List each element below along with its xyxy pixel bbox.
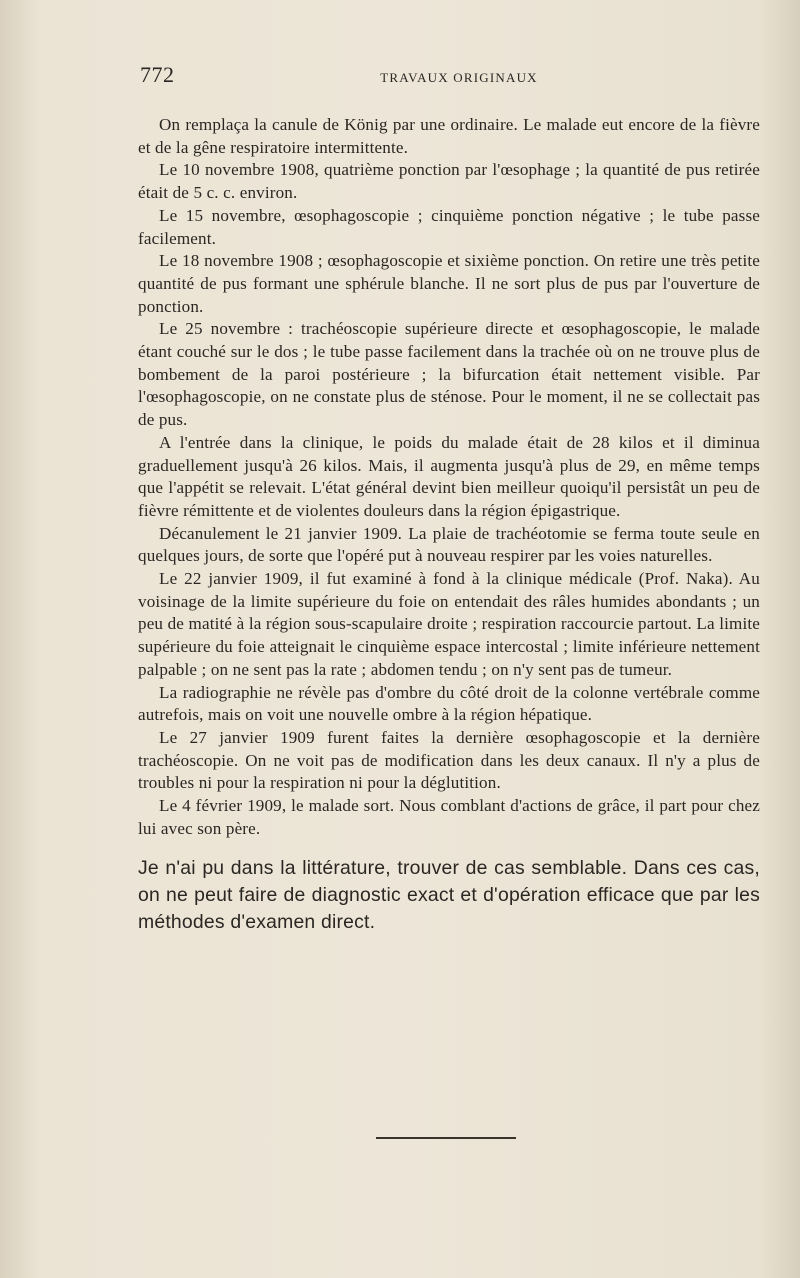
paragraph: Le 15 novembre, œsophagoscopie ; cinquième ponction négative ; le tube passe facilement. xyxy=(138,205,760,248)
paragraph: Le 4 février 1909, le malade sort. Nous comblant d'actions de grâce, il part pour chez lui avec son père. xyxy=(138,796,760,838)
body-text xyxy=(138,114,760,936)
paragraph: On remplaça la canule de König par une ordinaire. Le malade eut encore de la fièvre et de la gêne respiratoire intermittente. xyxy=(138,115,760,157)
section-end-rule xyxy=(376,1137,516,1139)
page-number: 772 xyxy=(140,62,175,87)
paragraph: Le 22 janvier 1909, il fut examiné à fond à la clinique médicale (Prof. Naka). Au voisinage de la limite supérieure du foie on entendait des râles humides abondants ; un peu de matité à la région sous-scapulaire droite ; respiration raccourcie partout. La limite supérieure du foie atteignait le cinquième espace intercostal ; limite inférieure nettement palpable ; on ne sent pas la rate ; abdomen tendu ; on n'y sent pas de tumeur. xyxy=(138,569,760,679)
paragraph: A l'entrée dans la clinique, le poids du malade était de 28 kilos et il diminua graduellement jusqu'à 26 kilos. Mais, il augmenta jusqu'à plus de 29, en même temps que l'appétit se relevait. L'état général devint bien meilleur quoiqu'il persistât un peu de fièvre rémittente et de violentes douleurs dans la région épigastrique. xyxy=(138,432,760,520)
paragraph: Le 27 janvier 1909 furent faites la dernière œsophagoscopie et la dernière trachéoscopie. On ne voit pas de modification dans les deux canaux. Il n'y a plus de troubles ni pour la respiration ni pour la déglutition. xyxy=(138,727,760,793)
closing-paragraph: Je n'ai pu dans la littérature, trouver de cas semblable. Dans ces cas, on ne peut faire de diagnostic exact et d'opération efficace que par les méthodes d'examen direct. xyxy=(138,856,760,933)
paragraph: La radiographie ne révèle pas d'ombre du côté droit de la colonne vertébrale comme autrefois, mais on voit une nouvelle ombre à la région hépatique. xyxy=(138,682,760,725)
paragraph: Le 25 novembre : trachéoscopie supérieure directe et œsophagoscopie, le malade étant couché sur le dos ; le tube passe facilement dans la trachée où on ne trouve plus de bombement de la paroi postérieure ; la bifurcation était nettement visible. Par l'œsophagoscopie, on ne constate plus de sténose. Pour le moment, il ne se collectait pas de pus. xyxy=(138,319,760,430)
paragraph: Le 10 novembre 1908, quatrième ponction par l'œsophage ; la quantité de pus retirée était de 5 c. c. environ. xyxy=(138,160,760,203)
paragraph: Le 18 novembre 1908 ; œsophagoscopie et sixième ponction. On retire une très petite quantité de pus formant une sphérule blanche. Il ne sort plus de pus par l'ouverture de ponction. xyxy=(138,251,760,316)
page-header xyxy=(138,62,760,92)
paragraph: Décanulement le 21 janvier 1909. La plaie de trachéotomie se ferma toute seule en quelques jours, de sorte que l'opéré put à nouveau respirer par les voies naturelles. xyxy=(138,523,760,566)
running-head: TRAVAUX ORIGINAUX xyxy=(380,70,538,85)
